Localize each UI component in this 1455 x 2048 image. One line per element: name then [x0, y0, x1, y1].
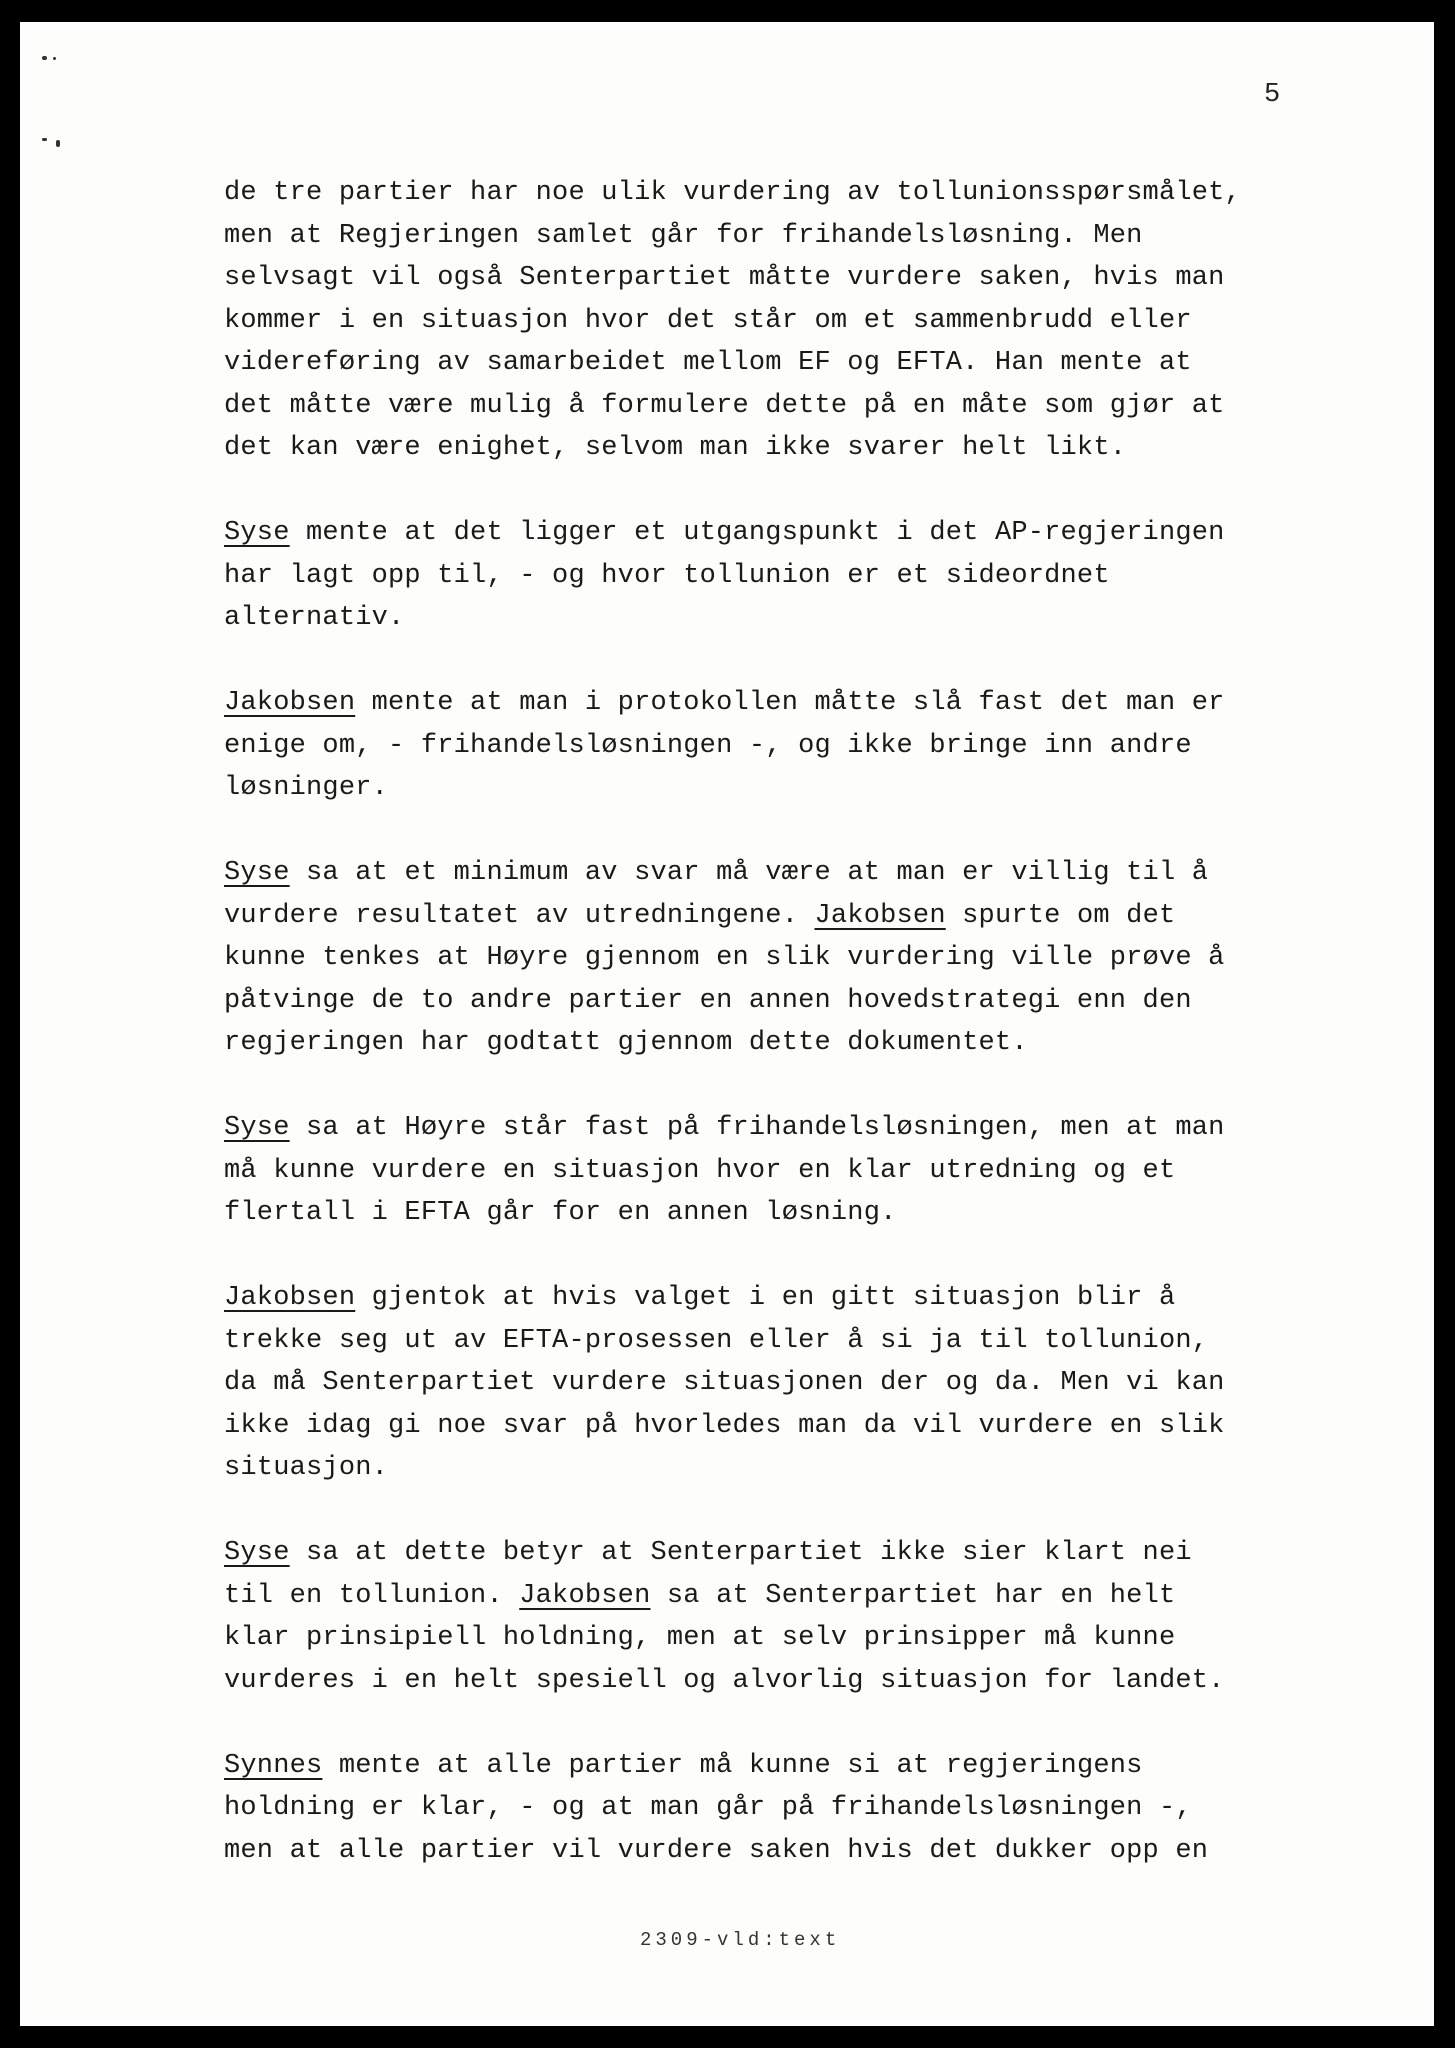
speaker-name: Jakobsen [519, 1580, 651, 1611]
text-segment: de tre partier har noe ulik vurdering av tollunionsspørsmålet, [224, 178, 1241, 208]
speaker-name: Syse [224, 1538, 290, 1568]
text-line [224, 172, 1334, 215]
text-segment: sa at dette betyr at Senterpartiet ikke sier klart nei [289, 1538, 1192, 1568]
text-line [224, 385, 1334, 428]
paragraph [224, 172, 1334, 470]
text-segment: det måtte være mulig å formulere dette på en måte som gjør at [224, 390, 1225, 421]
text-line [224, 1320, 1334, 1363]
speaker-name: Synnes [224, 1750, 323, 1781]
document-page [20, 22, 1434, 2026]
text-line [224, 1617, 1334, 1660]
text-line [224, 1575, 1334, 1618]
text-segment: mente at alle partier må kunne si at regjeringens [322, 1750, 1143, 1781]
page-number: 5 [1264, 80, 1281, 110]
text-segment: til en tollunion. [224, 1580, 520, 1611]
paragraph [224, 1107, 1334, 1235]
text-segment: løsninger. [224, 773, 389, 803]
speaker-name: Syse [224, 1113, 290, 1143]
text-line [224, 1022, 1334, 1065]
text-line [224, 1107, 1334, 1150]
text-line [224, 1362, 1334, 1405]
text-line [224, 1745, 1334, 1788]
margin-mark-lower-2 [56, 140, 60, 147]
text-segment: klar prinsipiell holdning, men at selv prinsipper må kunne [224, 1623, 1176, 1653]
text-line [224, 1277, 1334, 1320]
text-segment: men at Regjeringen samlet går for frihandelsløsning. Men [224, 220, 1143, 251]
margin-mark-lower [42, 138, 47, 141]
text-line [224, 1787, 1334, 1830]
text-segment: kunne tenkes at Høyre gjennom en slik vurdering ville prøve å [224, 943, 1225, 973]
text-line [224, 682, 1334, 725]
speaker-name: Jakobsen [224, 1283, 356, 1313]
text-segment: kommer i en situasjon hvor det står om et sammenbrudd eller [224, 305, 1192, 336]
speaker-name: Jakobsen [224, 688, 356, 718]
text-segment: mente at man i protokollen måtte slå fast det man er [355, 688, 1225, 718]
text-segment: da må Senterpartiet vurdere situasjonen der og da. Men vi kan [224, 1368, 1225, 1398]
text-segment: videreføring av samarbeidet mellom EF og EFTA. Han mente at [224, 348, 1192, 378]
text-line [224, 937, 1334, 980]
text-line [224, 215, 1334, 258]
text-line [224, 1150, 1334, 1193]
speaker-name: Syse [224, 518, 290, 548]
text-line [224, 895, 1334, 938]
text-segment: selvsagt vil også Senterpartiet måtte vurdere saken, hvis man [224, 263, 1225, 293]
document-footer: 2309-vld:text [640, 1929, 841, 1951]
paragraph [224, 682, 1334, 810]
text-segment: må kunne vurdere en situasjon hvor en klar utredning og et [224, 1155, 1176, 1186]
text-line [224, 980, 1334, 1023]
paragraph [224, 852, 1334, 1065]
text-segment: regjeringen har godtatt gjennom dette dokumentet. [224, 1028, 1028, 1058]
text-segment: sa at et minimum av svar må være at man er villig til å [289, 858, 1209, 888]
text-line [224, 1192, 1334, 1235]
text-segment: situasjon. [224, 1453, 389, 1483]
text-line [224, 512, 1334, 555]
text-segment: spurte om det [945, 900, 1176, 931]
margin-mark-top-2 [53, 57, 56, 60]
text-line [224, 597, 1334, 640]
speaker-name: Jakobsen [814, 900, 946, 931]
text-line [224, 555, 1334, 598]
text-line [224, 257, 1334, 300]
text-segment: vurdere resultatet av utredningene. [224, 900, 815, 931]
paragraph [224, 1532, 1334, 1702]
text-segment: vurderes i en helt spesiell og alvorlig situasjon for landet. [224, 1665, 1225, 1696]
text-segment: gjentok at hvis valget i en gitt situasjon blir å [355, 1283, 1176, 1313]
speaker-name: Syse [224, 858, 290, 888]
text-line [224, 1532, 1334, 1575]
text-segment: mente at det ligger et utgangspunkt i det AP-regjeringen [289, 518, 1225, 548]
margin-mark-top [42, 56, 47, 60]
text-segment: holdning er klar, - og at man går på frihandelsløsningen -, [224, 1793, 1192, 1823]
text-line [224, 1660, 1334, 1703]
text-segment: ikke idag gi noe svar på hvorledes man da vil vurdere en slik [224, 1410, 1225, 1441]
text-line [224, 725, 1334, 768]
paragraph [224, 512, 1334, 640]
text-line [224, 342, 1334, 385]
paragraph [224, 1277, 1334, 1490]
text-line [224, 1447, 1334, 1490]
text-segment: det kan være enighet, selvom man ikke svarer helt likt. [224, 433, 1127, 463]
text-line [224, 1405, 1334, 1448]
text-segment: trekke seg ut av EFTA-prosessen eller å si ja til tollunion, [224, 1325, 1209, 1356]
paragraph [224, 1745, 1334, 1873]
text-segment: sa at Høyre står fast på frihandelsløsningen, men at man [289, 1113, 1225, 1143]
text-segment: sa at Senterpartiet har en helt [650, 1580, 1176, 1611]
text-line [224, 767, 1334, 810]
text-segment: alternativ. [224, 603, 405, 633]
text-line [224, 427, 1334, 470]
text-line [224, 300, 1334, 343]
text-segment: enige om, - frihandelsløsningen -, og ikke bringe inn andre [224, 730, 1192, 761]
body-text [224, 172, 1334, 1915]
text-line [224, 852, 1334, 895]
text-segment: påtvinge de to andre partier en annen hovedstrategi enn den [224, 985, 1192, 1016]
text-segment: men at alle partier vil vurdere saken hvis det dukker opp en [224, 1835, 1209, 1866]
text-line [224, 1830, 1334, 1873]
text-segment: flertall i EFTA går for en annen løsning. [224, 1198, 897, 1228]
text-segment: har lagt opp til, - og hvor tollunion er et sideordnet [224, 560, 1110, 591]
